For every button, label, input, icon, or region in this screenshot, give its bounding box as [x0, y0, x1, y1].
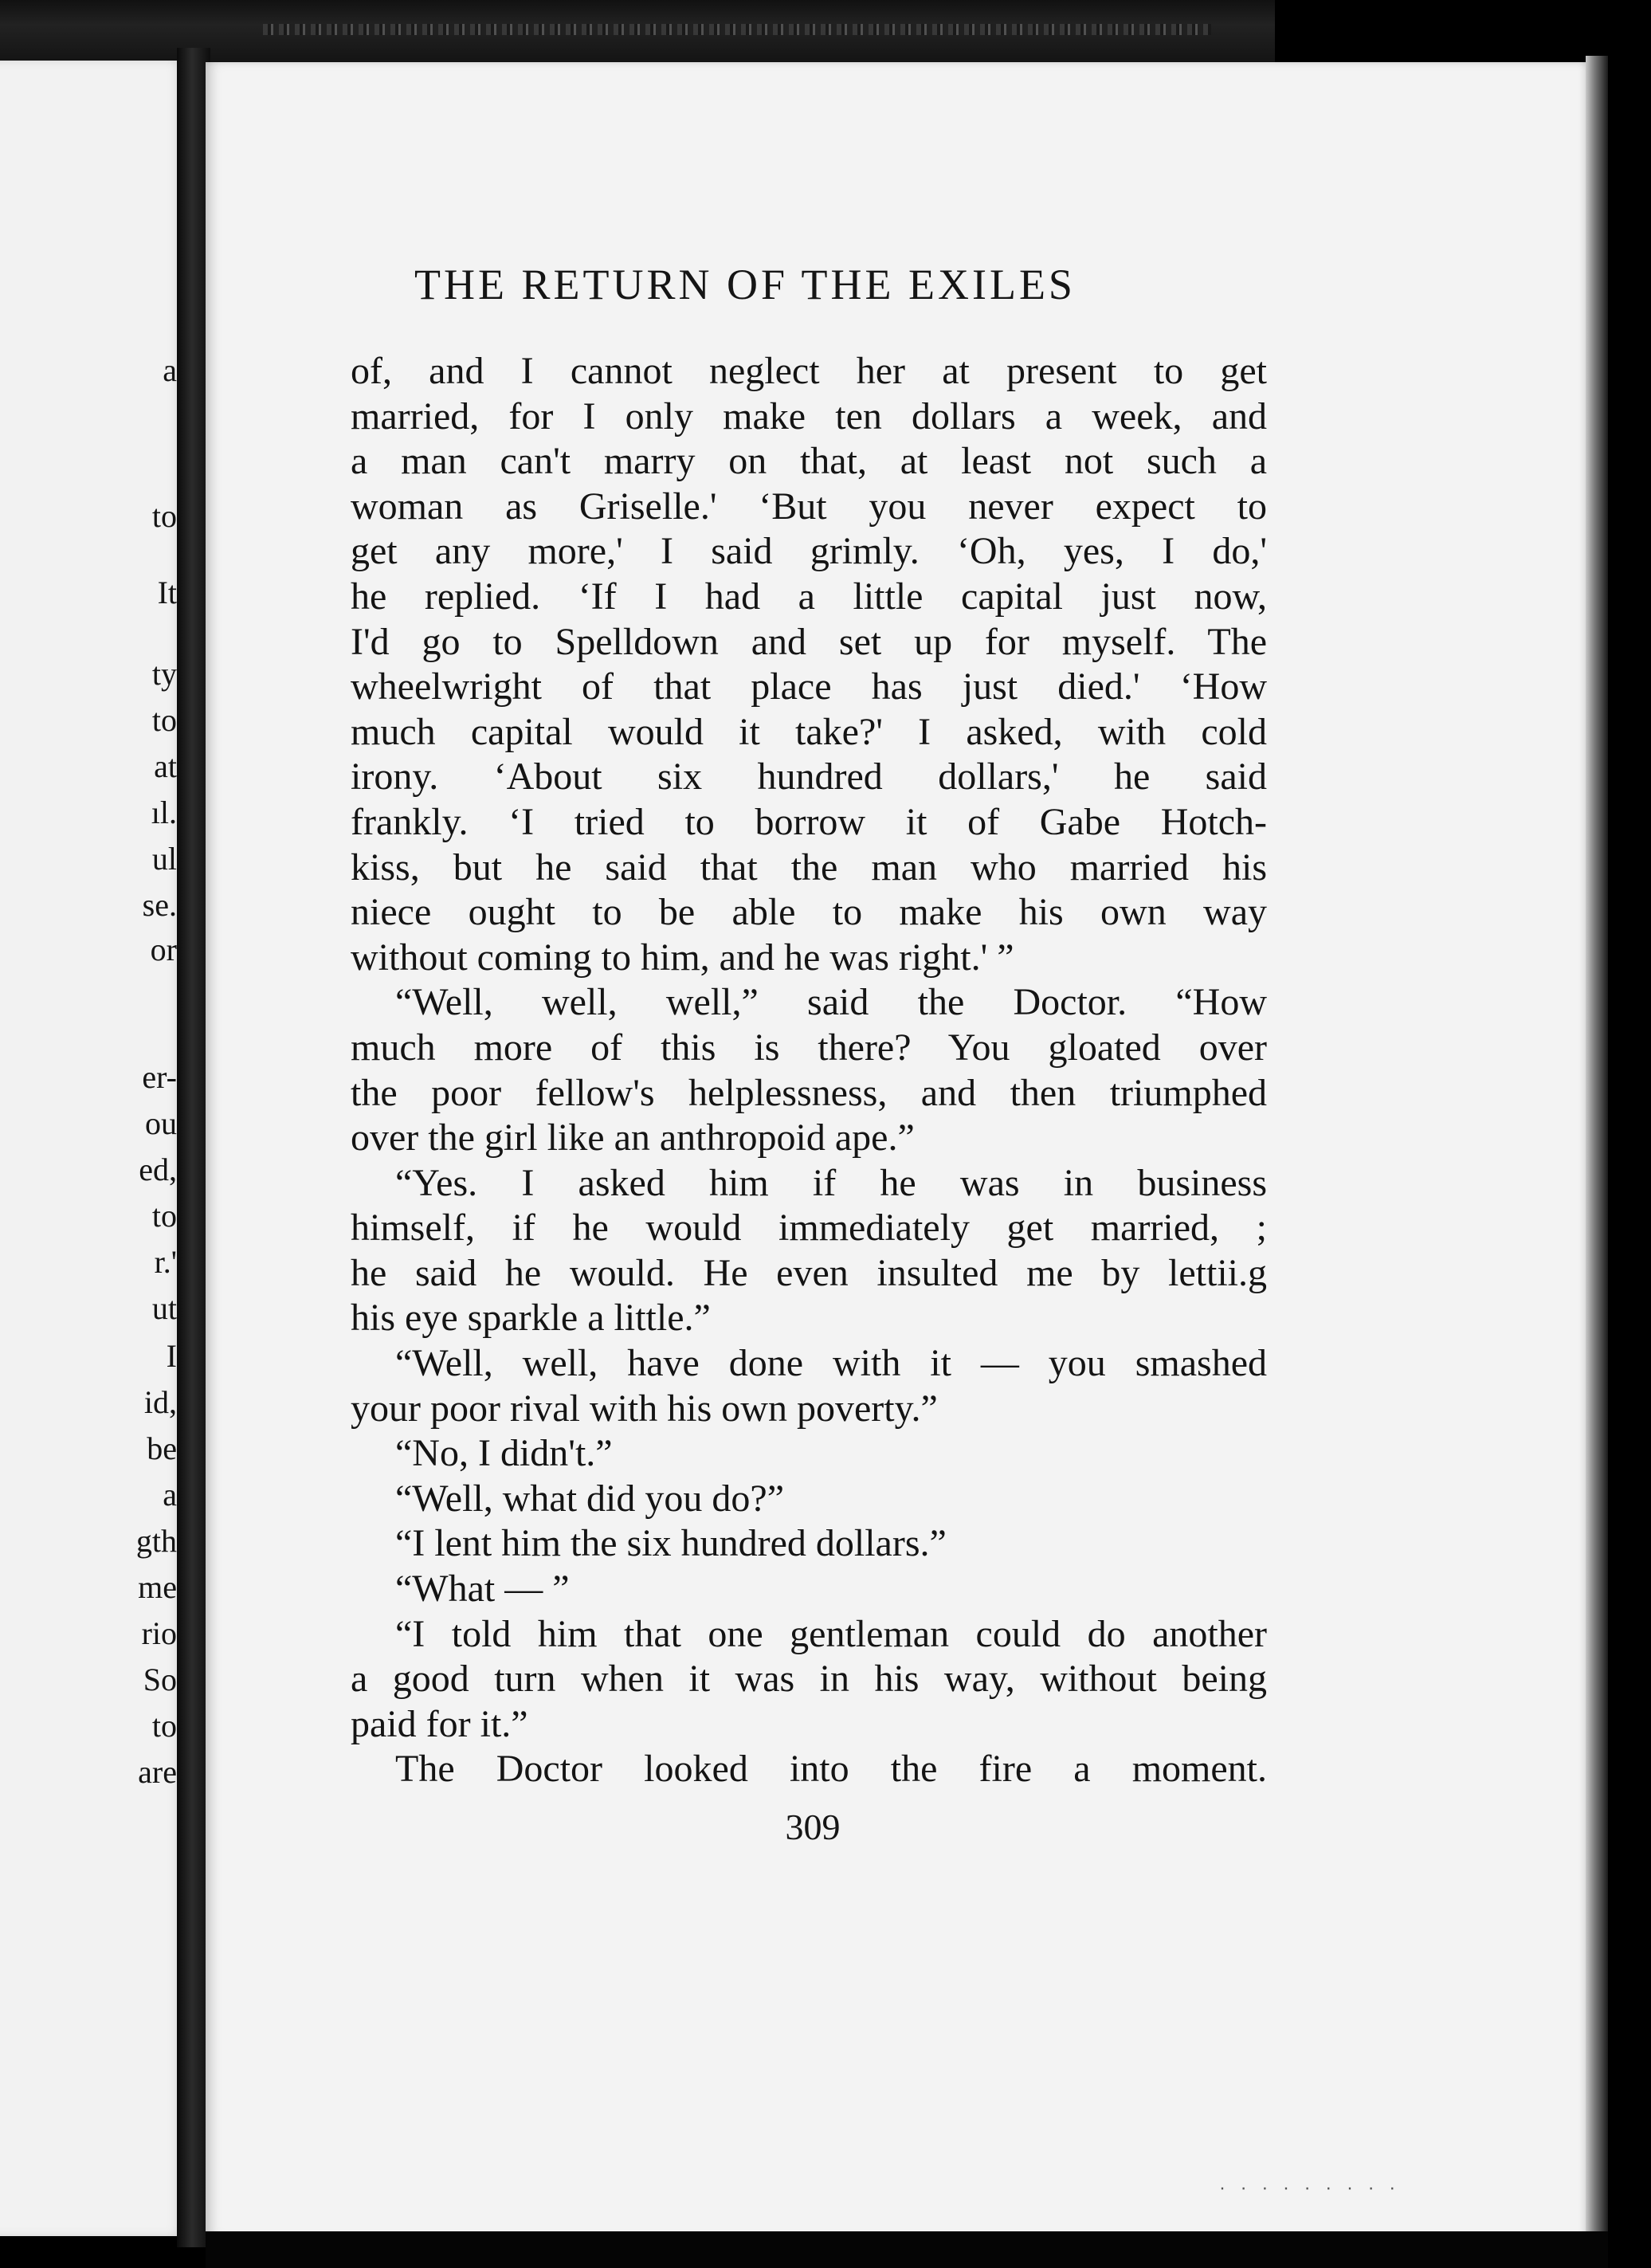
left-page-fragment: id,: [143, 1384, 177, 1420]
text-line: get any more,' I said grimly. ‘Oh, yes, I do,': [351, 530, 1267, 573]
text-line: much more of this is there? You gloated over: [351, 1026, 1267, 1069]
left-page-fragment: or: [150, 932, 177, 967]
text-line: he said he would. He even insulted me by lettii.g: [351, 1251, 1267, 1294]
text-line: a good turn when it was in his way, without being: [351, 1658, 1267, 1701]
text-line: his eye sparkle a little.”: [351, 1297, 711, 1340]
edge-specks: · · · · · · · · ·: [1219, 2177, 1401, 2199]
left-page-fragment: are: [138, 1754, 177, 1790]
left-page-fragment: gth: [135, 1523, 177, 1559]
text-line: niece ought to be able to make his own way: [351, 891, 1267, 934]
left-page-fragment: ou: [145, 1105, 177, 1141]
text-line: your poor rival with his own poverty.”: [351, 1387, 938, 1430]
left-page-fragment: So: [143, 1662, 177, 1697]
left-page-fragment: ed,: [139, 1152, 177, 1187]
left-page-fragment: to: [151, 1708, 177, 1744]
text-line: “What — ”: [395, 1568, 570, 1611]
text-line: “Well, well, have done with it — you smashed: [395, 1342, 1267, 1385]
ragged-edge: [263, 24, 1211, 35]
text-line: “I lent him the six hundred dollars.”: [395, 1522, 947, 1565]
text-line: kiss, but he said that the man who married his: [351, 846, 1267, 889]
left-page-fragment: It: [157, 575, 177, 610]
text-line: irony. ‘About six hundred dollars,' he said: [351, 755, 1267, 799]
left-page-fragment: me: [138, 1569, 177, 1605]
left-page-fragment: a: [163, 352, 177, 388]
left-page-fragment: se.: [142, 887, 177, 923]
text-line: wheelwright of that place has just died.' ‘How: [351, 665, 1267, 708]
left-page-fragment: rio: [141, 1615, 177, 1651]
left-page-fragment: to: [151, 1198, 177, 1234]
left-page-fragment: r.': [154, 1244, 177, 1280]
left-page-fragment: to: [151, 702, 177, 738]
text-line: “Well, well, well,” said the Doctor. “How: [395, 981, 1267, 1024]
left-page-fragment: ıl.: [151, 795, 177, 830]
left-facing-page: [0, 61, 188, 2236]
page-right-edge: [1586, 56, 1608, 2239]
running-head: THE RETURN OF THE EXILES: [414, 261, 1076, 308]
text-line: over the girl like an anthropoid ape.”: [351, 1116, 915, 1160]
left-page-fragment: ul: [151, 841, 177, 877]
left-page-fragment: I: [166, 1338, 177, 1374]
left-page-fragment: ut: [151, 1290, 177, 1326]
text-line: “I told him that one gentleman could do another: [395, 1612, 1267, 1655]
text-line: himself, if he would immediately get married, ;: [351, 1207, 1267, 1250]
left-page-fragment: be: [147, 1430, 177, 1466]
text-line: without coming to him, and he was right.' ”: [351, 936, 1014, 979]
text-line: “Well, what did you do?”: [395, 1477, 784, 1520]
text-line: he replied. ‘If I had a little capital just now,: [351, 575, 1267, 618]
text-line: a man can't marry on that, at least not such a: [351, 440, 1267, 483]
text-line: “No, I didn't.”: [395, 1432, 613, 1475]
text-line: paid for it.”: [351, 1702, 528, 1745]
left-page-fragment: a: [163, 1477, 177, 1513]
text-line: I'd go to Spelldown and set up for myself. The: [351, 620, 1267, 663]
text-line: of, and I cannot neglect her at present to get: [351, 350, 1267, 392]
text-line: married, for I only make ten dollars a week, and: [351, 394, 1267, 438]
left-page-fragment: er-: [142, 1059, 177, 1095]
body-text: [351, 349, 1267, 1792]
left-page-fragment: to: [151, 498, 177, 534]
text-line: woman as Griselle.' ‘But you never expect to: [351, 485, 1267, 528]
text-line: “Yes. I asked him if he was in business: [395, 1161, 1267, 1204]
text-line: The Doctor looked into the fire a moment.: [395, 1748, 1267, 1791]
bottom-border: [206, 2231, 1608, 2268]
left-page-fragment: ty: [151, 656, 177, 692]
left-page-fragment: at: [154, 748, 177, 784]
text-line: frankly. ‘I tried to borrow it of Gabe Hotch-: [351, 800, 1267, 843]
text-line: much capital would it take?' I asked, with cold: [351, 710, 1267, 753]
text-line: the poor fellow's helplessness, and then triumphed: [351, 1071, 1267, 1114]
page-number: 309: [785, 1807, 841, 1847]
